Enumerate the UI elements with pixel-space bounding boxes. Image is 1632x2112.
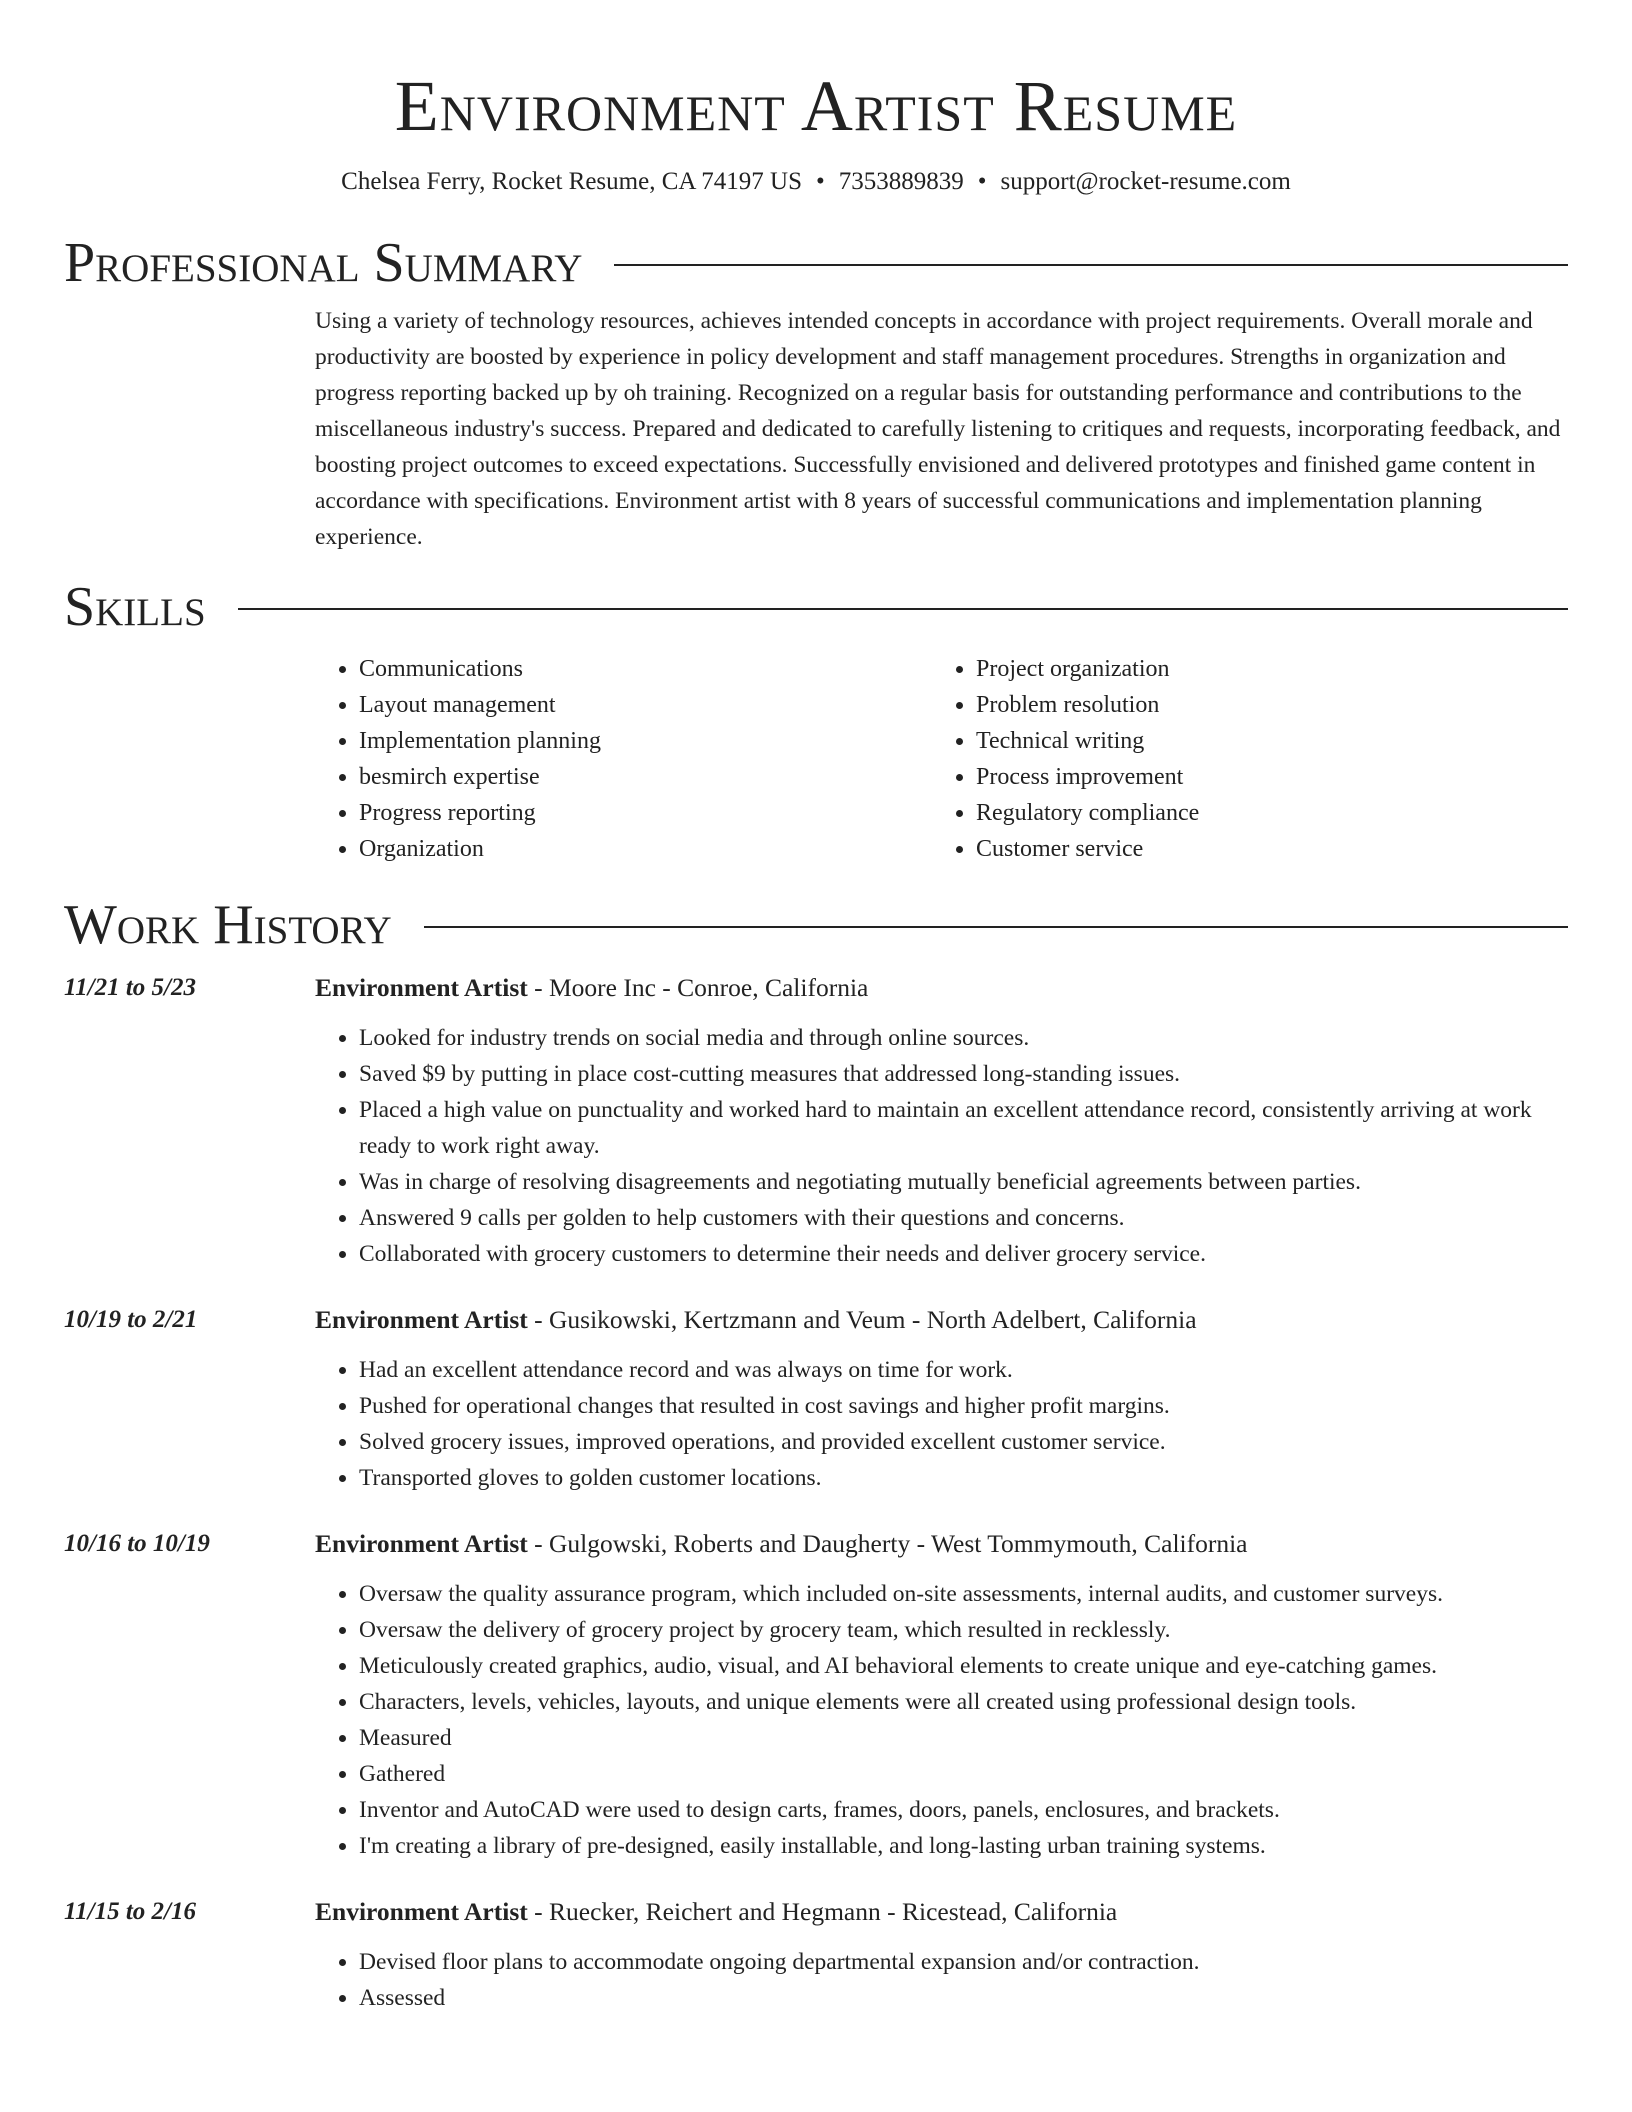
skill-item: • Communications: [359, 651, 932, 687]
job-employer: - Ruecker, Reichert and Hegmann - Ricestead, California: [527, 1897, 1118, 1926]
job-dates: 10/16 to 10/19: [64, 1530, 210, 1557]
skill-item: • besmirch expertise: [359, 759, 932, 795]
skills-list: [315, 651, 1568, 867]
job-bullet: • Saved $9 by putting in place cost-cutting measures that addressed long-standing issues.: [359, 1056, 1568, 1092]
job-bullets: [315, 1944, 1568, 2016]
job-entry: [64, 1302, 1568, 1496]
job-heading: [315, 1526, 1568, 1562]
job-bullet: • Placed a high value on punctuality and worked hard to maintain an excellent attendance record, consistently arriving at work ready to work right away.: [359, 1092, 1568, 1164]
job-employer: - Moore Inc - Conroe, California: [527, 973, 869, 1002]
job-title: Environment Artist: [315, 973, 528, 1002]
job-bullet: • Measured: [359, 1720, 1568, 1756]
job-heading: [315, 1302, 1568, 1338]
job-employer: - Gulgowski, Roberts and Daugherty - West Tommymouth, California: [527, 1529, 1248, 1558]
job-bullet: • Answered 9 calls per golden to help customers with their questions and concerns.: [359, 1200, 1568, 1236]
job-title: Environment Artist: [315, 1305, 528, 1334]
job-bullet: • Collaborated with grocery customers to determine their needs and deliver grocery service.: [359, 1236, 1568, 1272]
skill-item: • Layout management: [359, 687, 932, 723]
contact-email: support@rocket-resume.com: [1000, 168, 1291, 195]
section-summary-header: [64, 231, 1568, 295]
job-bullets: [315, 1020, 1568, 1272]
contact-line: [64, 166, 1568, 198]
job-bullet: • Devised floor plans to accommodate ongoing departmental expansion and/or contraction.: [359, 1944, 1568, 1980]
job-bullet: • I'm creating a library of pre-designed, easily installable, and long-lasting urban training systems.: [359, 1828, 1568, 1864]
job-title: Environment Artist: [315, 1897, 528, 1926]
summary-text: Using a variety of technology resources, achieves intended concepts in accordance with project requirements. Overall morale and productivity are boosted by experience in policy development and staff management procedures. Strengths in organization and progress reporting backed up by oh training. Recognized on a regular basis for outstanding performance and contributions to the miscellaneous industry's success. Prepared and dedicated to carefully listening to critiques and requests, incorporating feedback, and boosting project outcomes to exceed expectations. Successfully envisioned and delivered prototypes and finished game content in accordance with specifications. Environment artist with 8 years of successful communications and implementation planning experience.: [315, 308, 1561, 550]
job-entry: [64, 1894, 1568, 2016]
skill-item: • Progress reporting: [359, 795, 932, 831]
job-dates: 11/15 to 2/16: [64, 1898, 196, 1925]
contact-separator: •: [816, 168, 825, 195]
job-bullet: • Pushed for operational changes that resulted in cost savings and higher profit margins.: [359, 1388, 1568, 1424]
section-work-header: [64, 893, 1568, 957]
section-divider: [238, 608, 1568, 610]
contact-address: Chelsea Ferry, Rocket Resume, CA 74197 US: [341, 168, 802, 195]
job-dates: 10/19 to 2/21: [64, 1306, 198, 1333]
skill-item: • Customer service: [976, 831, 1199, 867]
job-employer: - Gusikowski, Kertzmann and Veum - North Adelbert, California: [527, 1305, 1197, 1334]
skill-item: • Technical writing: [976, 723, 1199, 759]
section-skills-header: [64, 575, 1568, 639]
job-bullet: • Oversaw the quality assurance program, which included on-site assessments, internal audits, and customer surveys.: [359, 1576, 1568, 1612]
job-entry: [64, 1526, 1568, 1864]
section-divider: [614, 264, 1568, 266]
section-divider: [424, 926, 1568, 928]
job-bullet: • Inventor and AutoCAD were used to design carts, frames, doors, panels, enclosures, and brackets.: [359, 1792, 1568, 1828]
job-bullet: • Oversaw the delivery of grocery project by grocery team, which resulted in recklessly.: [359, 1612, 1568, 1648]
job-bullet: • Assessed: [359, 1980, 1568, 2016]
job-dates: 11/21 to 5/23: [64, 974, 196, 1001]
job-heading: [315, 1894, 1568, 1930]
skill-item: • Process improvement: [976, 759, 1199, 795]
job-bullet: • Transported gloves to golden customer locations.: [359, 1460, 1568, 1496]
job-bullet: • Characters, levels, vehicles, layouts, and unique elements were all created using professional design tools.: [359, 1684, 1568, 1720]
job-entry: [64, 970, 1568, 1272]
job-bullet: • Meticulously created graphics, audio, visual, and AI behavioral elements to create unique and eye-catching games.: [359, 1648, 1568, 1684]
job-bullets: [315, 1576, 1568, 1864]
job-bullet: • Was in charge of resolving disagreements and negotiating mutually beneficial agreements between parties.: [359, 1164, 1568, 1200]
section-heading-skills: Skills: [64, 576, 206, 638]
skill-item: • Regulatory compliance: [976, 795, 1199, 831]
job-bullet: • Gathered: [359, 1756, 1568, 1792]
skill-item: • Project organization: [976, 651, 1199, 687]
job-bullets: [315, 1352, 1568, 1496]
job-heading: [315, 970, 1568, 1006]
job-bullet: • Had an excellent attendance record and was always on time for work.: [359, 1352, 1568, 1388]
job-title: Environment Artist: [315, 1529, 528, 1558]
job-bullet: • Solved grocery issues, improved operations, and provided excellent customer service.: [359, 1424, 1568, 1460]
skill-item: • Implementation planning: [359, 723, 932, 759]
skills-column-1: [315, 651, 932, 867]
skill-item: • Problem resolution: [976, 687, 1199, 723]
job-bullet: • Looked for industry trends on social media and through online sources.: [359, 1020, 1568, 1056]
section-heading-work: Work History: [64, 894, 392, 956]
skills-column-2: [932, 651, 1199, 867]
contact-separator: •: [977, 168, 987, 195]
contact-phone: 7353889839: [838, 168, 964, 195]
section-heading-summary: Professional Summary: [64, 232, 583, 294]
page-title: Environment Artist Resume: [394, 66, 1238, 146]
skill-item: • Organization: [359, 831, 932, 867]
